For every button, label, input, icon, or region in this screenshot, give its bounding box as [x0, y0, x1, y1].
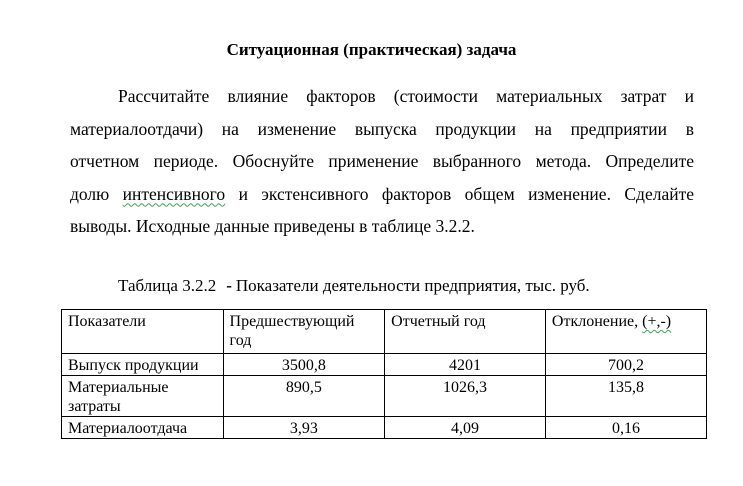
cell-previous-year: 3,93 — [223, 417, 385, 439]
row-label: Материалоотдача — [62, 417, 224, 439]
paragraph-line-5: выводы. Исходные данные приведены в таблице 3.2.2. — [70, 216, 475, 236]
header-deviation-sign: (+,-) — [642, 313, 672, 330]
cell-reporting-year: 1026,3 — [385, 376, 546, 417]
table-header-row — [62, 310, 707, 354]
table-caption-label: Таблица 3.2.2 — [118, 276, 217, 295]
cell-deviation: 0,16 — [545, 417, 706, 439]
header-deviation — [545, 310, 706, 354]
table-row — [62, 417, 707, 439]
row-label: Материальные затраты — [62, 376, 224, 417]
table-caption — [118, 276, 590, 296]
cell-deviation: 135,8 — [545, 376, 706, 417]
row-label: Выпуск продукции — [62, 354, 224, 376]
paragraph-line-4 — [70, 178, 694, 211]
header-deviation-text: Отклонение, — [551, 313, 643, 330]
paragraph-line-1: Рассчитайте влияние факторов (стоимости материальных затрат и — [118, 86, 694, 106]
table-caption-separator: - — [226, 276, 232, 295]
spellcheck-word: интенсивного — [122, 183, 226, 204]
paragraph-line-4-end: и экстенсивного факторов общем изменение. Сделайте — [225, 183, 694, 204]
paragraph-line-4-start: долю — [70, 183, 123, 204]
indicators-table — [61, 309, 707, 439]
cell-reporting-year: 4201 — [385, 354, 546, 376]
cell-previous-year: 890,5 — [223, 376, 385, 417]
cell-deviation: 700,2 — [545, 354, 706, 376]
paragraph-line-3: отчетном периоде. Обоснуйте применение выбранного метода. Определите — [70, 151, 694, 171]
table-row — [62, 354, 707, 376]
task-title: Ситуационная (практическая) задача — [226, 40, 517, 59]
table-caption-text: Показатели деятельности предприятия, тыс. руб. — [235, 276, 590, 295]
table-row — [62, 376, 707, 417]
cell-reporting-year: 4,09 — [385, 417, 546, 439]
paragraph-line-2: материалоотдачи) на изменение выпуска продукции на предприятии в — [70, 118, 694, 139]
header-reporting-year: Отчетный год — [385, 310, 546, 354]
task-paragraph — [70, 80, 694, 243]
header-previous-year: Предшествующий год — [223, 310, 385, 354]
cell-previous-year: 3500,8 — [223, 354, 385, 376]
header-indicators: Показатели — [62, 310, 224, 354]
